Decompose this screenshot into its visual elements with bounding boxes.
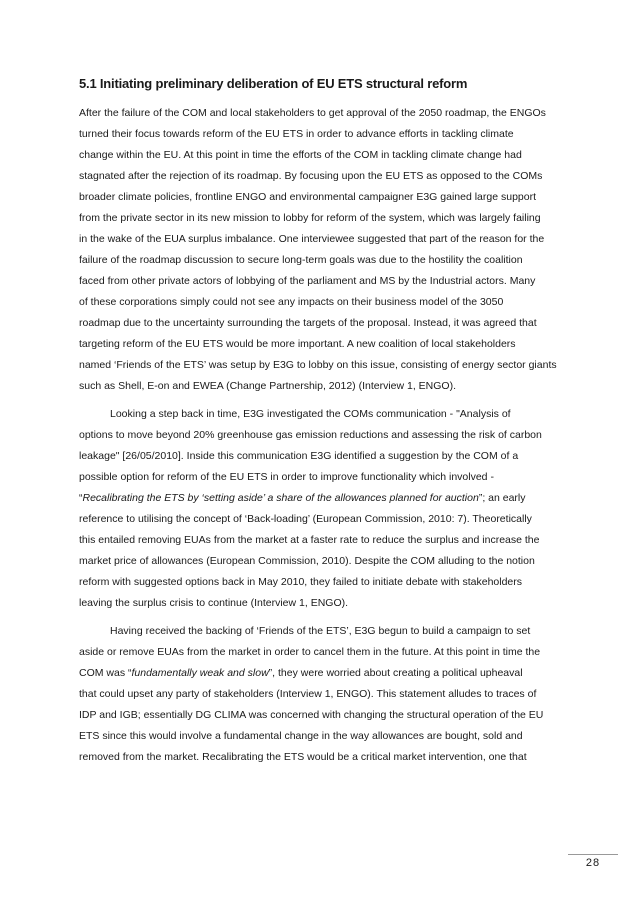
paragraph-1	[79, 103, 561, 397]
text-line: this entailed removing EUAs from the market at a faster rate to reduce the surplus and increase the	[79, 534, 540, 546]
footer-rule	[568, 854, 618, 855]
text-line: reference to utilising the concept of ‘Back-loading’ (European Commission, 2010: 7). Theoretically	[79, 513, 532, 525]
text-line: aside or remove EUAs from the market in order to cancel them in the future. At this point in time the	[79, 646, 541, 658]
text-line: faced from other private actors of lobbying of the parliament and MS by the Industrial actors. Many	[79, 275, 536, 287]
text-line: failure of the roadmap discussion to secure long-term goals was due to the hostility the coalition	[79, 254, 523, 266]
text-line: roadmap due to the uncertainty surrounding the targets of the proposal. Instead, it was agreed that	[79, 317, 537, 329]
text-line: of these corporations simply could not see any impacts on their business model of the 3050	[79, 296, 504, 308]
paragraph-gap	[79, 614, 561, 621]
text-line: reform with suggested options back in May 2010, they failed to initiate debate with stakeholders	[79, 576, 523, 588]
quote-open: “	[79, 492, 83, 504]
text-line: stagnated after the rejection of its roadmap. By focusing upon the EU ETS as opposed to the COMs	[79, 170, 543, 182]
text-line: Looking a step back in time, E3G investigated the COMs communication - "Analysis of	[110, 408, 511, 420]
italic-quote: Recalibrating the ETS by ‘setting aside’ a share of the allowances planned for auction	[82, 492, 479, 504]
text-line: from the private sector in its new mission to lobby for reform of the system, which was largely failing	[79, 212, 541, 224]
text-line: leaving the surplus crisis to continue (Interview 1, ENGO).	[79, 597, 349, 609]
text-line: ETS since this would involve a fundamental change in the way allowances are bought, sold and	[79, 730, 523, 742]
text-line: Having received the backing of ‘Friends of the ETS’, E3G begun to build a campaign to set	[110, 625, 531, 637]
text-line: in the wake of the EUA surplus imbalance. One interviewee suggested that part of the reason for the	[79, 233, 545, 245]
quote-suffix: ”, they were worried about creating a political upheaval	[268, 667, 523, 679]
text-line: change within the EU. At this point in time the efforts of the COM in tackling climate change had	[79, 149, 522, 161]
text-line: that could upset any party of stakeholders (Interview 1, ENGO). This statement alludes to traces of	[79, 688, 537, 700]
quote-prefix: COM was “	[79, 667, 132, 679]
text-line: IDP and IGB; essentially DG CLIMA was concerned with changing the structural operation of the EU	[79, 709, 544, 721]
text-line-with-quote	[79, 488, 561, 509]
paragraph-2	[79, 404, 561, 614]
text-line: possible option for reform of the EU ETS in order to improve functionality which involved -	[79, 471, 494, 483]
paragraph-3	[79, 621, 561, 768]
quote-close: ”; an early	[478, 492, 526, 504]
section-heading: 5.1 Initiating preliminary deliberation of EU ETS structural reform	[79, 76, 468, 91]
text-line: options to move beyond 20% greenhouse gas emission reductions and assessing the risk of carbon	[79, 429, 542, 441]
text-line-with-quote	[79, 663, 561, 684]
paragraph-gap	[79, 397, 561, 404]
text-line: leakage" [26/05/2010]. Inside this communication E3G identified a suggestion by the COM of a	[79, 450, 519, 462]
text-line: After the failure of the COM and local stakeholders to get approval of the 2050 roadmap, the ENGOs	[79, 107, 546, 119]
page-number: 28	[585, 857, 601, 869]
italic-quote: fundamentally weak and slow	[131, 667, 269, 679]
text-line: such as Shell, E-on and EWEA (Change Partnership, 2012) (Interview 1, ENGO).	[79, 380, 457, 392]
text-line: market price of allowances (European Commission, 2010). Despite the COM alluding to the notion	[79, 555, 535, 567]
text-line: removed from the market. Recalibrating the ETS would be a critical market intervention, one that	[79, 751, 527, 763]
text-line: turned their focus towards reform of the EU ETS in order to advance efforts in tackling climate	[79, 128, 514, 140]
text-line: targeting reform of the EU ETS would be more important. A new coalition of local stakeholders	[79, 338, 516, 350]
body-text	[79, 103, 561, 768]
text-line: named ‘Friends of the ETS’ was setup by E3G to lobby on this issue, consisting of energy sector giants	[79, 359, 557, 371]
text-line: broader climate policies, frontline ENGO and environmental campaigner E3G gained large support	[79, 191, 536, 203]
